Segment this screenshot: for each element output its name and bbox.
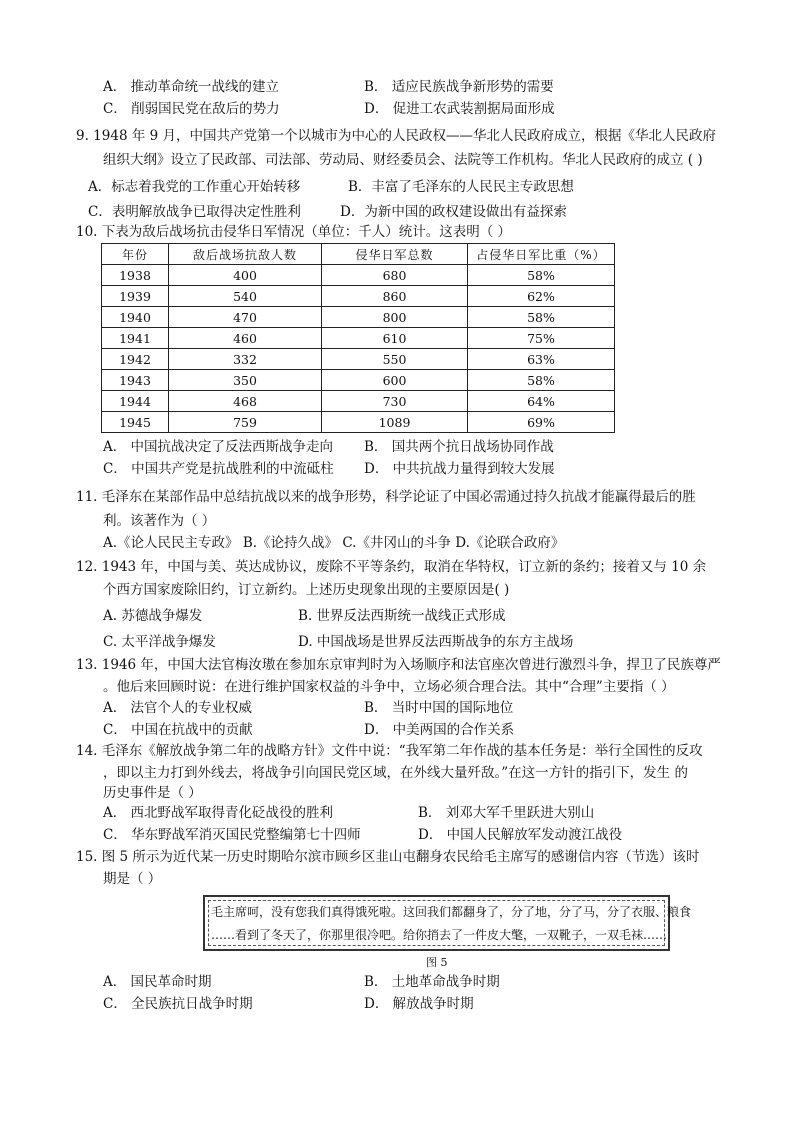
- q10-option-b: B． 国共两个抗日战场协同作战: [364, 439, 554, 455]
- table-cell: 75%: [468, 328, 615, 349]
- table-header-rear-count: 敌后战场抗敌人数: [169, 244, 322, 265]
- q13-option-d: D． 中美两国的合作关系: [364, 722, 515, 738]
- q13-stem-line2: 。他后来回顾时说：在进行维护国家权益的斗争中，立场必须合理合法。其中“合理”主要指（ ）: [103, 679, 675, 695]
- table-cell: 58%: [468, 307, 615, 328]
- table-cell: 350: [169, 370, 322, 391]
- q12-stem-line2: 个西方国家废除旧约，订立新约。上述历史现象出现的主要原因是( ): [103, 582, 510, 598]
- q12-option-d: D. 中国战场是世界反法西斯战争的东方主战场: [298, 634, 574, 650]
- table-cell: 460: [169, 328, 322, 349]
- table-cell: 730: [322, 391, 468, 412]
- q10-option-c: C． 中国共产党是抗战胜利的中流砥柱: [103, 461, 334, 477]
- q9-stem-line2: 组织大纲》设立了民政部、司法部、劳动局、财经委员会、法院等工作机构。华北人民政府的成立 ( ): [103, 152, 703, 168]
- table-cell: 680: [322, 265, 468, 286]
- q10-option-a: A． 中国抗战决定了反法西斯战争走向: [103, 439, 334, 455]
- table-cell: 58%: [468, 265, 615, 286]
- q8-option-a: A． 推动革命统一战线的建立: [103, 79, 280, 95]
- q9-option-d: D．为新中国的政权建设做出有益探索: [340, 204, 567, 220]
- table-row: [102, 307, 615, 328]
- q14-stem-line2: ，即以主力打到外线去，将战争引向国民党区域，在外线大量歼敌。”在这一方针的指引下，发生 的: [103, 765, 688, 781]
- q15-stem-line2: 期是（ ）: [103, 871, 162, 887]
- q8-option-c: C． 削弱国民党在敌后的势力: [103, 101, 280, 117]
- q15-option-a: A． 国民革命时期: [103, 974, 212, 990]
- table-cell: 540: [169, 286, 322, 307]
- table-cell: 860: [322, 286, 468, 307]
- table-header-total: 侵华日军总数: [322, 244, 468, 265]
- table-row: [102, 370, 615, 391]
- figure-5-letter: [203, 895, 692, 951]
- table-cell: 69%: [468, 412, 615, 433]
- q15-stem-line1: 15. 图 5 所示为近代某一历史时期哈尔滨市顾乡区韭山屯翻身农民给毛主席写的感谢信内容（节选）该时: [76, 849, 700, 865]
- q13-option-a: A． 法官个人的专业权威: [103, 700, 253, 716]
- q13-stem-line1: 13. 1946 年，中国大法官梅汝璈在参加东京审判时为入场顺序和法官座次曾进行激烈斗争，捍卫了民族尊严: [76, 657, 721, 673]
- table-row: [102, 349, 615, 370]
- table-cell: 468: [169, 391, 322, 412]
- q10-data-table: [101, 243, 615, 433]
- q15-option-b: B． 土地革命战争时期: [364, 974, 500, 990]
- q13-option-b: B． 当时中国的国际地位: [364, 700, 514, 716]
- q12-option-b: B. 世界反法西斯统一战线正式形成: [298, 608, 506, 624]
- figure-5-caption: 图 5: [426, 956, 448, 969]
- q11-stem-line2: 利。该著作为（ ）: [103, 513, 216, 529]
- table-cell: 1944: [102, 391, 169, 412]
- table-cell: 332: [169, 349, 322, 370]
- table-cell: 64%: [468, 391, 615, 412]
- q15-option-c: C． 全民族抗日战争时期: [103, 996, 253, 1012]
- q9-option-a: A．标志着我党的工作重心开始转移: [88, 179, 301, 195]
- table-header-share: 占侵华日军比重（%）: [468, 244, 615, 265]
- table-header-year: 年份: [102, 244, 169, 265]
- q14-option-c: C． 华东野战军消灭国民党整编第七十四师: [103, 827, 361, 843]
- table-cell: 1938: [102, 265, 169, 286]
- table-row: [102, 328, 615, 349]
- q15-option-d: D． 解放战争时期: [364, 996, 474, 1012]
- q12-option-a: A. 苏德战争爆发: [103, 608, 203, 624]
- table-cell: 1945: [102, 412, 169, 433]
- table-cell: 610: [322, 328, 468, 349]
- table-row: [102, 412, 615, 433]
- table-cell: 759: [169, 412, 322, 433]
- table-cell: 1089: [322, 412, 468, 433]
- q10-option-d: D． 中共抗战力量得到较大发展: [364, 461, 555, 477]
- table-cell: 1941: [102, 328, 169, 349]
- letter-line-1: 毛主席呵，没有您我们真得饿死啦。这回我们都翻身了，分了地，分了马，分了衣服、粮食: [211, 905, 692, 919]
- table-row: [102, 391, 615, 412]
- q11-stem-line1: 11. 毛泽东在某部作品中总结抗战以来的战争形势，科学论证了中国必需通过持久抗战才能赢得最后的胜: [76, 489, 696, 505]
- q13-option-c: C． 中国在抗战中的贡献: [103, 722, 253, 738]
- q9-option-b: B．丰富了毛泽东的人民民主专政思想: [348, 179, 574, 195]
- table-cell: 1943: [102, 370, 169, 391]
- table-cell: 470: [169, 307, 322, 328]
- table-cell: 58%: [468, 370, 615, 391]
- q8-option-b: B． 适应民族战争新形势的需要: [364, 79, 554, 95]
- table-cell: 1940: [102, 307, 169, 328]
- table-cell: 62%: [468, 286, 615, 307]
- q9-stem-line1: 9. 1948 年 9 月，中国共产党第一个以城市为中心的人民政权——华北人民政府成立，根据《华北人民政府: [76, 128, 716, 144]
- q11-options: A.《论人民民主专政》 B.《论持久战》 C.《井冈山的斗争 D.《论联合政府》: [103, 535, 565, 551]
- table-row: [102, 265, 615, 286]
- q12-option-c: C. 太平洋战争爆发: [103, 634, 216, 650]
- table-cell: 800: [322, 307, 468, 328]
- q14-stem-line1: 14. 毛泽东《解放战争第二年的战略方针》文件中说：“我军第二年作战的基本任务是：举行全国性的反攻: [76, 743, 703, 759]
- table-cell: 1939: [102, 286, 169, 307]
- table-header-row: [102, 244, 615, 265]
- letter-line-2: ……看到了冬天了，你那里很冷吧。给你捎去了一件皮大氅，一双靴子，一双毛袜……: [211, 928, 668, 942]
- q9-option-c: C．表明解放战争已取得决定性胜利: [88, 204, 301, 220]
- q12-stem-line1: 12. 1943 年，中国与美、英达成协议，废除不平等条约，取消在华特权，订立新的条约；接着又与 10 余: [76, 559, 707, 575]
- q14-option-b: B． 刘邓大军千里跃进大别山: [418, 805, 595, 821]
- q14-stem-line3: 历史事件是（ ）: [103, 785, 202, 801]
- table-cell: 63%: [468, 349, 615, 370]
- q10-stem: 10. 下表为敌后战场抗击侵华日军情况（单位：千人）统计。这表明（ ）: [76, 224, 512, 240]
- table-cell: 550: [322, 349, 468, 370]
- q14-option-a: A． 西北野战军取得青化砭战役的胜利: [103, 805, 334, 821]
- q8-option-d: D． 促进工农武装割据局面形成: [364, 101, 555, 117]
- table-row: [102, 286, 615, 307]
- q14-option-d: D． 中国人民解放军发动渡江战役: [418, 827, 623, 843]
- table-cell: 400: [169, 265, 322, 286]
- table-cell: 600: [322, 370, 468, 391]
- table-cell: 1942: [102, 349, 169, 370]
